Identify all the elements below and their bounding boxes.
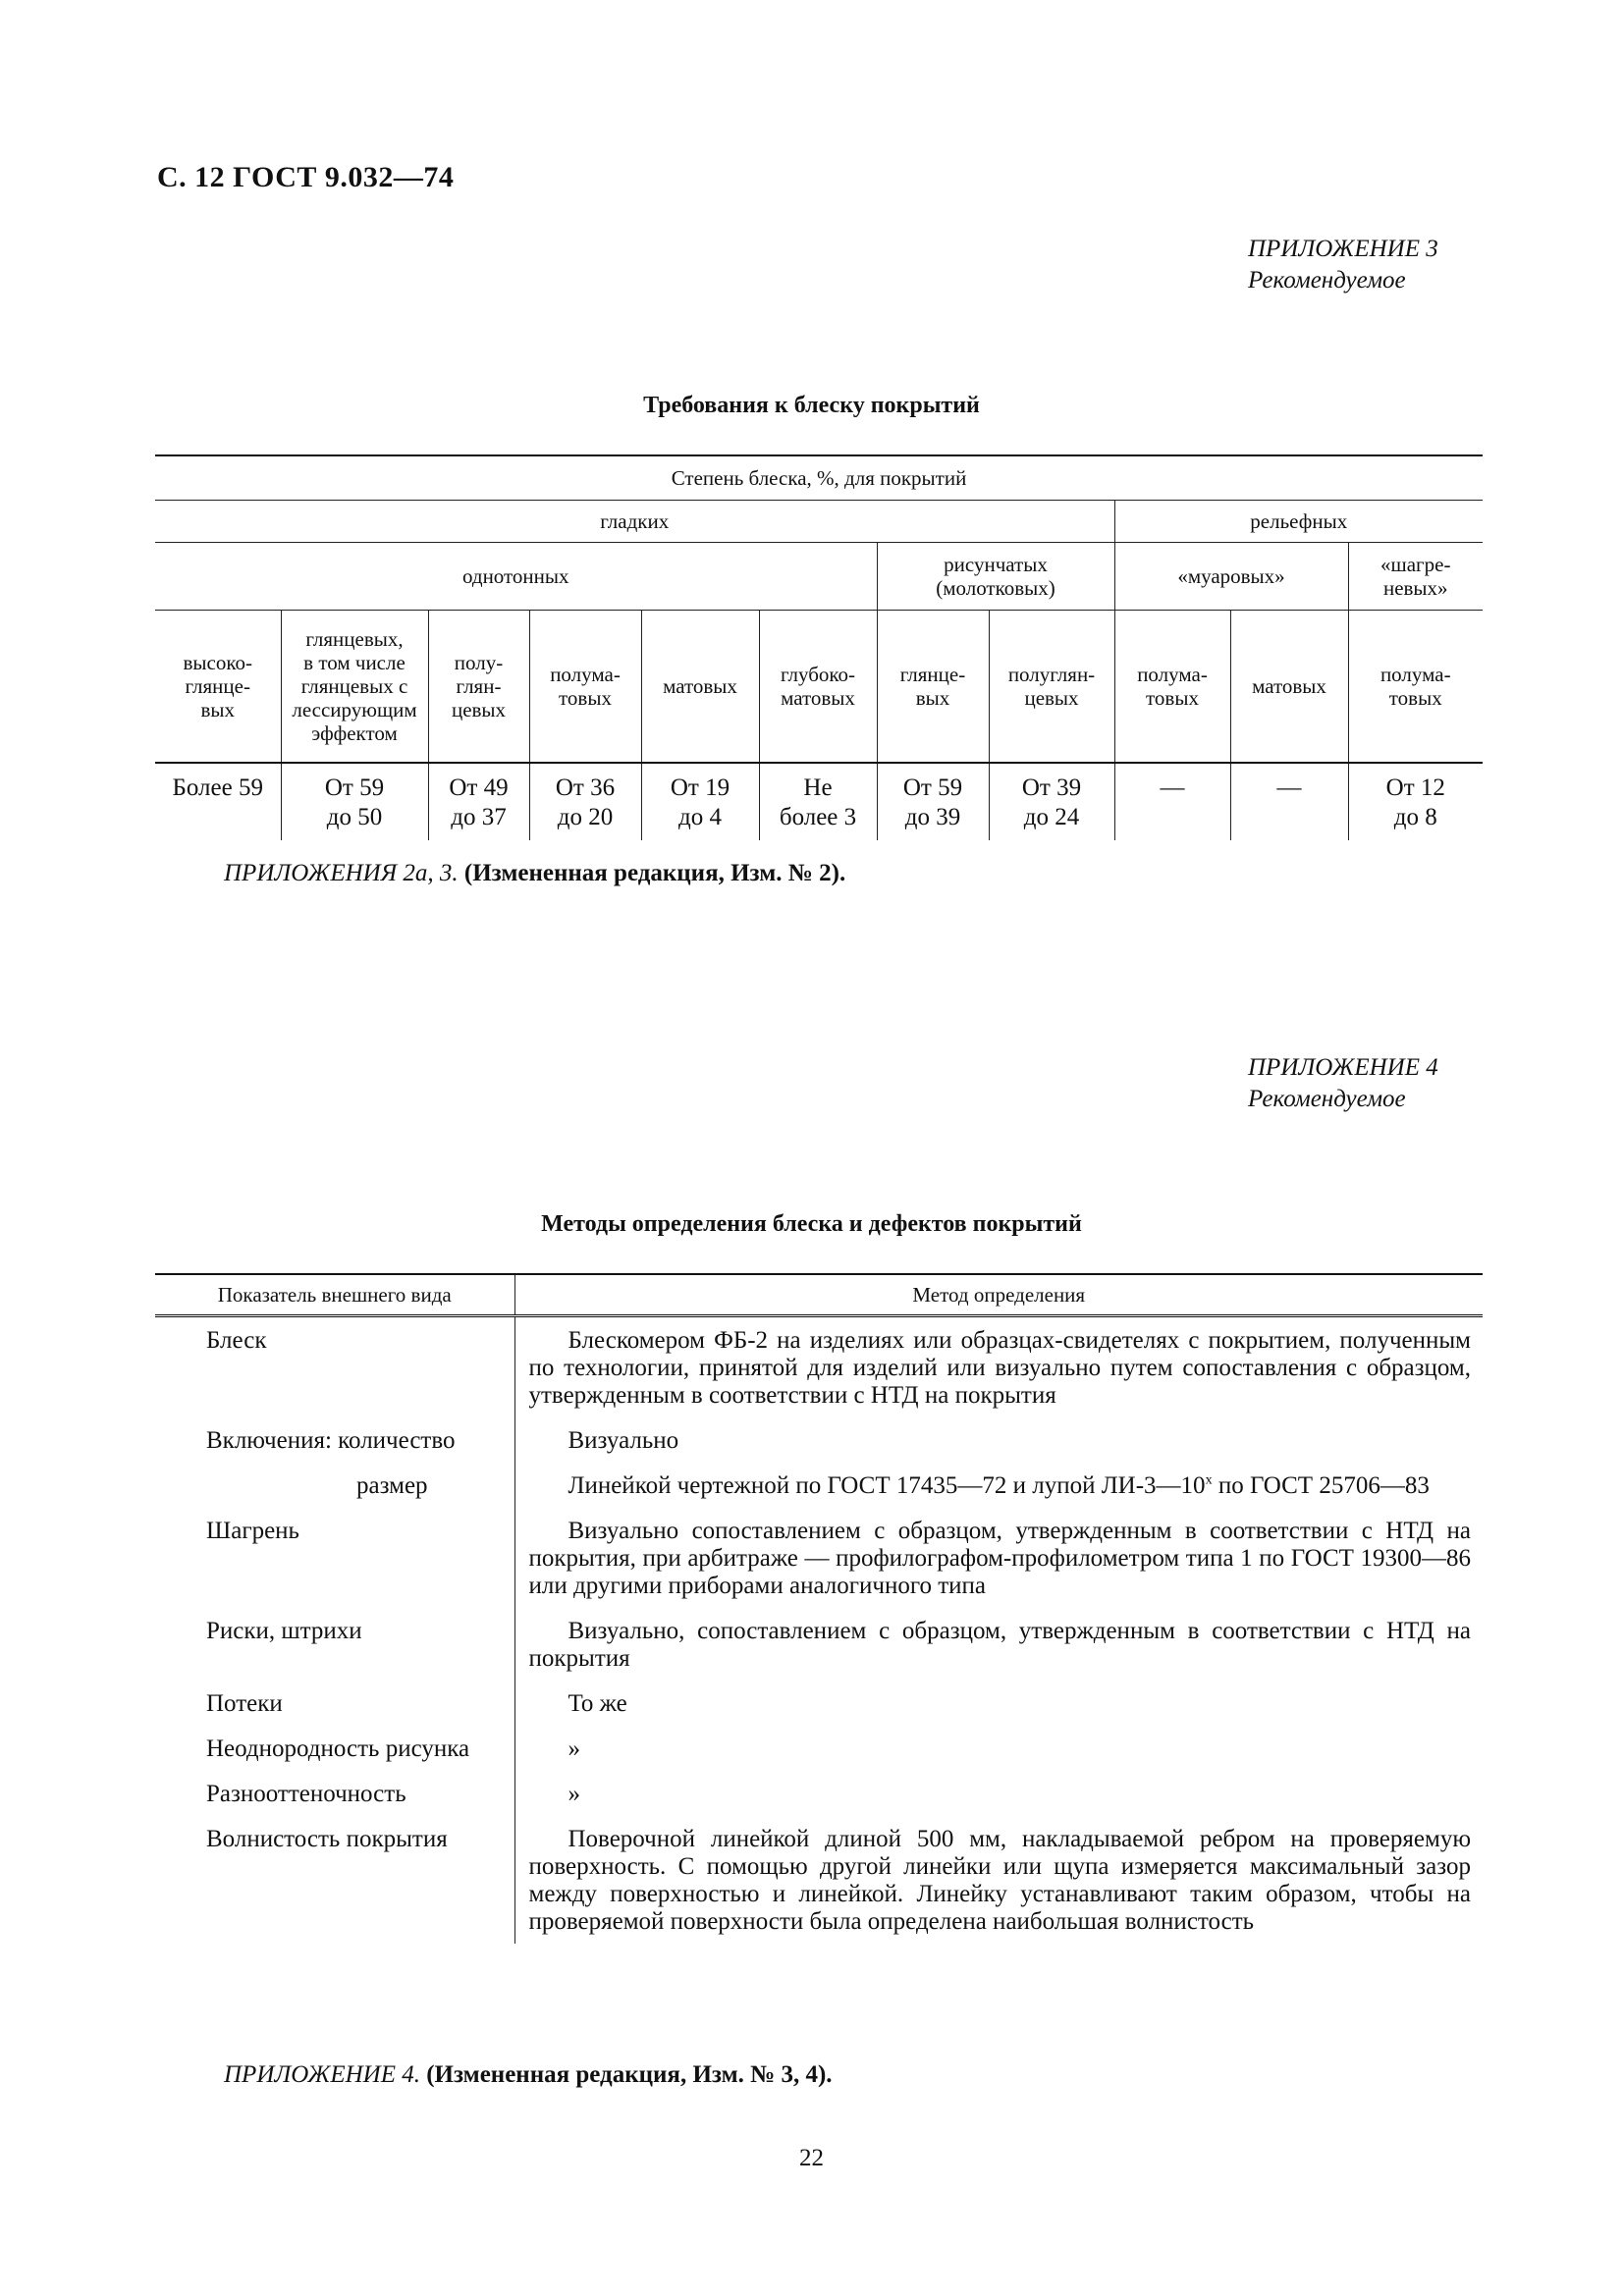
note-italic: ПРИЛОЖЕНИЯ 2а, 3. [224, 860, 459, 886]
column-header-line: товых [559, 686, 612, 710]
group-relief: рельефных [1114, 501, 1483, 543]
method-row [155, 1417, 1483, 1463]
column-header-line: глянце- [185, 674, 250, 698]
method-text: Визуально [568, 1427, 679, 1454]
indicator-name: Волнистость покрытия [155, 1816, 514, 1944]
method-text: » [568, 1735, 580, 1762]
column-header [1230, 611, 1348, 764]
value-line: — [1276, 774, 1302, 801]
method-description [514, 1316, 1483, 1418]
method-row [155, 1508, 1483, 1608]
appendix4-status: Рекомендуемое [1248, 1086, 1406, 1112]
column-header-line: цевых [451, 698, 507, 721]
column-header [641, 611, 759, 764]
sub-patterned [877, 543, 1114, 611]
column-header [877, 611, 989, 764]
indicator-name: Потеки [155, 1681, 514, 1726]
indicator-name: Блеск [155, 1316, 514, 1418]
value-cell [529, 763, 641, 840]
column-header-line: вых [200, 698, 236, 721]
method-row [155, 1681, 1483, 1726]
value-line: Не [803, 774, 833, 801]
column-header-line: полума- [1137, 663, 1208, 686]
value-cell [641, 763, 759, 840]
appendix3-note [224, 860, 845, 887]
sub-patterned-line: (молотковых) [936, 576, 1055, 600]
method-row [155, 1316, 1483, 1418]
method-description [514, 1417, 1483, 1463]
method-text: Блескомером ФБ-2 на изделиях или образцах-свидетелях с покрытием, полученным по технологии, принятой для изделий или визуально путем сопоставления с образцом, утвержденным в соответствии с НТД на покрытия [528, 1327, 1471, 1409]
value-cell [281, 763, 428, 840]
value-line: От 19 [670, 774, 730, 801]
appendix3-number: ПРИЛОЖЕНИЕ 3 [1248, 236, 1438, 262]
method-row [155, 1816, 1483, 1944]
column-header [1348, 611, 1483, 764]
sub-moire: «муаровых» [1114, 543, 1348, 611]
column-header-line: полуглян- [1007, 663, 1096, 686]
appendix4-title: Методы определения блеска и дефектов покрытий [541, 1211, 1082, 1237]
value-line: до 20 [557, 804, 614, 830]
value-cell [428, 763, 529, 840]
method-description [514, 1508, 1483, 1608]
column-header-line: цевых [1024, 686, 1079, 710]
column-header-row [155, 611, 1483, 764]
indicator-name: Неоднородность рисунка [155, 1726, 514, 1771]
indicator-name: размер [155, 1463, 514, 1508]
method-description [514, 1726, 1483, 1771]
appendix3-status: Рекомендуемое [1248, 267, 1406, 294]
column-header [759, 611, 877, 764]
column-header [529, 611, 641, 764]
value-line: более 3 [779, 804, 857, 830]
value-cell [155, 763, 281, 840]
column-header-line: в том числе [303, 651, 406, 674]
value-line: до 50 [326, 804, 383, 830]
appendix4-note [224, 2061, 833, 2089]
method-superscript: х [1205, 1472, 1213, 1488]
column-header-line: глубоко- [780, 663, 856, 686]
column-header [428, 611, 529, 764]
value-cell [877, 763, 989, 840]
value-line: От 59 [902, 774, 963, 801]
sub-solid: однотонных [155, 543, 877, 611]
value-line: до 37 [451, 804, 507, 830]
value-line: до 4 [678, 804, 722, 830]
indicator-name: Включения: количество [155, 1417, 514, 1463]
column-header-line: полу- [454, 651, 504, 674]
method-text: Визуально, сопоставлением с образцом, утвержденным в соответствии с НТД на покрытия [528, 1618, 1471, 1672]
method-text: » [568, 1781, 580, 1807]
note-bold: (Измененная редакция, Изм. № 2). [463, 860, 846, 886]
column-header-line: лессирующим [292, 698, 417, 721]
column-header [1114, 611, 1230, 764]
method-text: Поверочной линейкой длиной 500 мм, накладываемой ребром на проверяемую поверхность. С помощью другой линейки или щупа измеряется максимальный зазор между поверхностью и линейкой. Линейку устанавливают таким образом, чтобы на проверяемой поверхности была определена наибольшая волнистость [528, 1826, 1471, 1935]
column-header-line: матовых [781, 686, 855, 710]
method-text: Линейкой чертежной по ГОСТ 17435—72 и лупой ЛИ-3—10 [568, 1472, 1206, 1499]
value-line: От 49 [449, 774, 509, 801]
table-top-header: Степень блеска, %, для покрытий [155, 455, 1483, 501]
column-header-line: полума- [550, 663, 621, 686]
sub-shagreen-line: «шагре- [1380, 553, 1451, 576]
method-row [155, 1608, 1483, 1681]
note-bold: (Измененная редакция, Изм. № 3, 4). [426, 2061, 833, 2088]
method-description [514, 1463, 1483, 1508]
group-smooth: гладких [155, 501, 1114, 543]
value-cell [1114, 763, 1230, 840]
column-header-line: полума- [1380, 663, 1451, 686]
method-description [514, 1816, 1483, 1944]
column-header [281, 611, 428, 764]
column-header-line: товых [1388, 686, 1442, 710]
indicator-name: Риски, штрихи [155, 1608, 514, 1681]
sub-patterned-line: рисунчатых [944, 553, 1048, 576]
value-line: до 8 [1393, 804, 1437, 830]
method-row [155, 1771, 1483, 1816]
method-text: То же [568, 1690, 627, 1717]
sub-shagreen [1348, 543, 1483, 611]
column-header-line: глян- [456, 674, 502, 698]
column-header-line: глянцевых, [305, 627, 404, 651]
column-header-line: глянце- [899, 663, 966, 686]
method-text: Визуально сопоставлением с образцом, утвержденным в соответствии с НТД на покрытия, при арбитраже — профилографом-профилометром типа 1 по ГОСТ 19300—86 или другими приборами аналогичного типа [528, 1518, 1471, 1599]
column-header-line: высоко- [183, 651, 252, 674]
method-row [155, 1726, 1483, 1771]
indicator-name: Разнооттеночность [155, 1771, 514, 1816]
column-header-line: эффектом [311, 721, 398, 745]
method-description [514, 1608, 1483, 1681]
gloss-requirements-table [155, 454, 1483, 840]
value-line: Более 59 [172, 774, 263, 801]
sub-shagreen-line: невых» [1382, 576, 1448, 600]
column-header [155, 611, 281, 764]
note-italic: ПРИЛОЖЕНИЕ 4. [224, 2061, 420, 2088]
appendix4-number: ПРИЛОЖЕНИЕ 4 [1248, 1054, 1438, 1081]
value-line: От 12 [1385, 774, 1445, 801]
column-header-line: матовых [663, 674, 737, 698]
value-cell [989, 763, 1114, 840]
methods-table [155, 1273, 1483, 1944]
method-description [514, 1681, 1483, 1726]
value-cell [759, 763, 877, 840]
page-number: 22 [799, 2145, 824, 2171]
col-method-header: Метод определения [514, 1274, 1483, 1316]
appendix4-label [1248, 1052, 1438, 1115]
col-indicator-header: Показатель внешнего вида [155, 1274, 514, 1316]
value-row [155, 763, 1483, 840]
column-header-line: вых [915, 686, 950, 710]
method-description [514, 1771, 1483, 1816]
value-line: до 24 [1023, 804, 1080, 830]
value-line: От 36 [555, 774, 616, 801]
column-header-line: матовых [1252, 674, 1326, 698]
appendix3-title: Требования к блеску покрытий [643, 393, 980, 418]
value-line: — [1160, 774, 1185, 801]
value-line: От 39 [1021, 774, 1082, 801]
value-line: От 59 [324, 774, 385, 801]
appendix3-label [1248, 234, 1438, 296]
value-cell [1230, 763, 1348, 840]
value-cell [1348, 763, 1483, 840]
column-header [989, 611, 1114, 764]
method-row [155, 1463, 1483, 1508]
method-text-tail: по ГОСТ 25706—83 [1212, 1472, 1430, 1499]
page-header: С. 12 ГОСТ 9.032—74 [157, 161, 455, 193]
indicator-name: Шагрень [155, 1508, 514, 1608]
value-line: до 39 [904, 804, 961, 830]
column-header-line: товых [1146, 686, 1199, 710]
column-header-line: глянцевых с [300, 674, 408, 698]
